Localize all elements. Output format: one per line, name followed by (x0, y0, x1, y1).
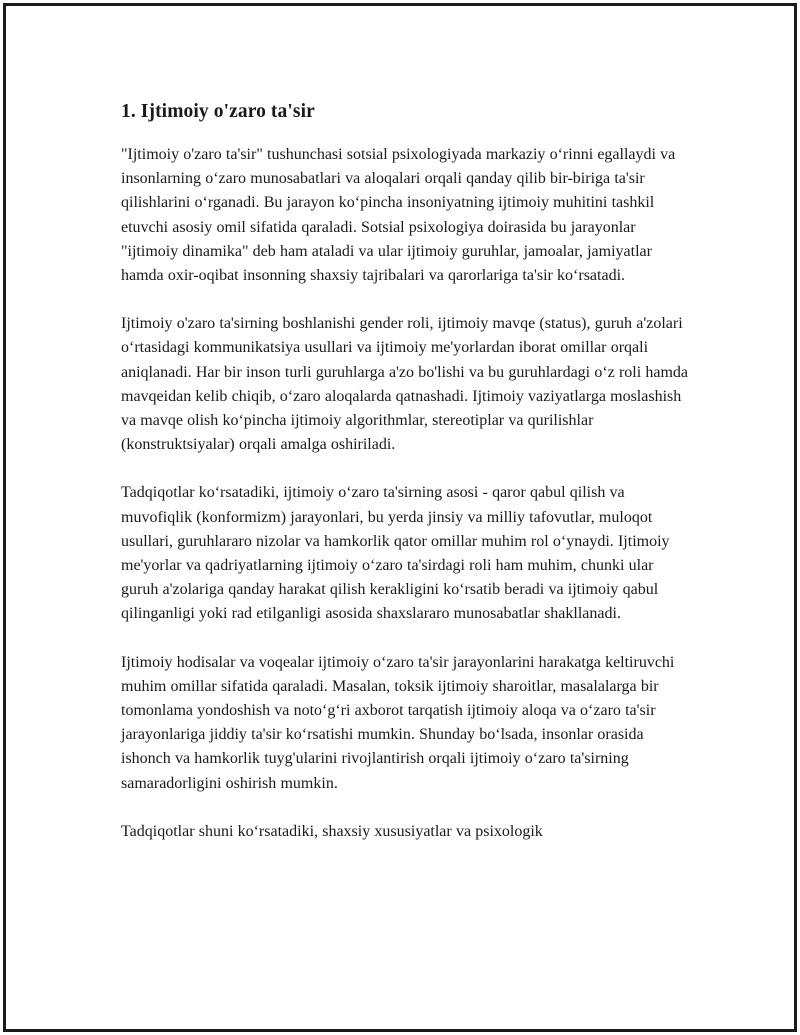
page-frame (3, 3, 797, 1032)
paragraph-1: "Ijtimoiy o'zaro ta'sir" tushunchasi sotsial psixologiyada markaziy o‘rinni egallaydi va insonlarning o‘zaro munosabatlari va aloqalari orqali qanday qilib bir-biriga ta'sir qilishlarini o‘rganadi. Bu jarayon ko‘pincha insoniyatning ijtimoiy muhitini tashkil etuvchi asosiy omil sifatida qaraladi. Sotsial psixologiya doirasida bu jarayonlar "ijtimoiy dinamika" deb ham ataladi va ular ijtimoiy guruhlar, jamoalar, jamiyatlar hamda oxir-oqibat insonning shaxsiy tajribalari va qarorlariga ta'sir ko‘rsatadi. (121, 146, 676, 285)
document-body (121, 98, 693, 844)
paragraph-3: Tadqiqotlar ko‘rsatadiki, ijtimoiy o‘zaro ta'sirning asosi - qaror qabul qilish va muvofiqlik (konformizm) jarayonlari, bu yerda jinsiy va milliy tafovutlar, muloqot usullari, guruhlararo nizolar va hamkorlik qator omillar muhim rol o‘ynaydi. Ijtimoiy me'yorlar va qadriyatlarning ijtimoiy o‘zaro ta'sirdagi roli ham muhim, chunki ular guruh a'zolariga qanday harakat qilish kerakligini ko‘rsatib beradi va ijtimoiy qabul qilinganligi yoki rad etilganligi asosida shaxslararo munosabatlar shakllanadi. (121, 484, 670, 623)
section-heading: 1. Ijtimoiy o'zaro ta'sir (121, 101, 315, 122)
paragraph-4: Ijtimoiy hodisalar va voqealar ijtimoiy o‘zaro ta'sir jarayonlarini harakatga keltiruvchi muhim omillar sifatida qaraladi. Masalan, toksik ijtimoiy sharoitlar, masalalarga bir tomonlama yondoshish va noto‘g‘ri axborot tarqatish ijtimoiy aloqa va o‘zaro ta'sir jarayonlariga jiddiy ta'sir ko‘rsatishi mumkin. Shunday bo‘lsada, insonlar orasida ishonch va hamkorlik tuyg'ularini rivojlantirish orqali ijtimoiy o‘zaro ta'sirning samaradorligini oshirish mumkin. (121, 653, 675, 792)
paragraph-2: Ijtimoiy o'zaro ta'sirning boshlanishi gender roli, ijtimoiy mavqe (status), guruh a'zolari o‘rtasidagi kommunikatsiya usullari va ijtimoiy me'yorlardan iborat omillar orqali aniqlanadi. Har bir inson turli guruhlarga a'zo bo'lishi va bu guruhlardagi o‘z roli hamda mavqeidan kelib chiqib, o‘zaro aloqalarda qatnashadi. Ijtimoiy vaziyatlarga moslashish va mavqe olish ko‘pincha ijtimoiy algorithmlar, stereotiplar va qurilishlar (konstruktsiyalar) orqali amalga oshiriladi. (121, 315, 689, 454)
paragraph-5: Tadqiqotlar shuni ko‘rsatadiki, shaxsiy xususiyatlar va psixologik (121, 822, 543, 840)
